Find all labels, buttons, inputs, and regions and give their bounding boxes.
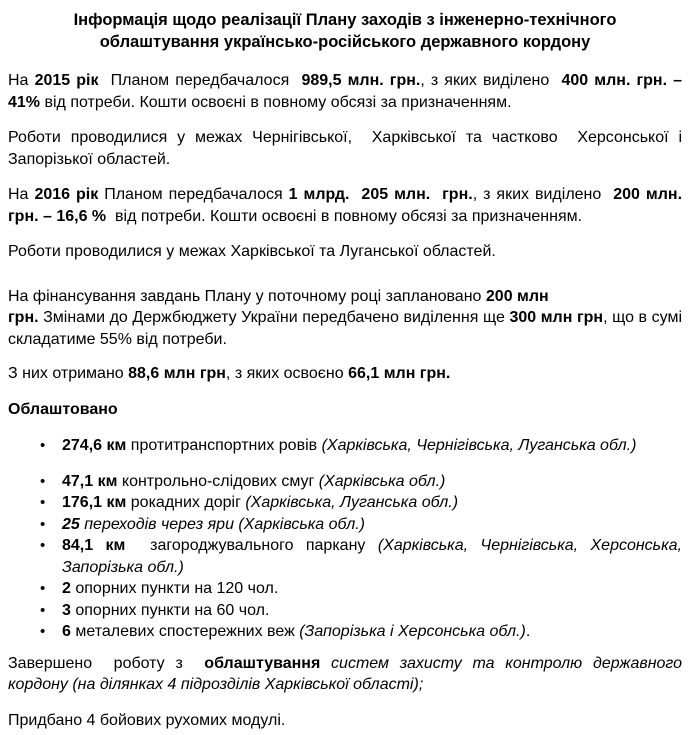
text-run: опорних пункти на 120 чол. bbox=[70, 580, 279, 597]
text-run: Завершено роботу з bbox=[8, 654, 205, 672]
equipped-list bbox=[8, 435, 682, 643]
paragraph-funds-received bbox=[8, 363, 682, 385]
bullet-icon: • bbox=[40, 494, 46, 511]
text-run: (Запорізька і Херсонська обл.) bbox=[299, 623, 526, 640]
bullet-icon: • bbox=[40, 601, 46, 619]
text-run: грн. bbox=[8, 309, 39, 326]
text-run: 2015 рік bbox=[34, 72, 99, 89]
text-run: 25 bbox=[62, 515, 80, 533]
text-run: 200 млн bbox=[485, 287, 549, 305]
text-run: 3 bbox=[62, 601, 71, 619]
text-run: 176,1 км bbox=[62, 494, 127, 511]
paragraph-2015-plan bbox=[8, 70, 682, 113]
text-run: 2016 рік bbox=[34, 186, 99, 203]
text-run: Змінами до Держбюджету України передбачено виділення ще bbox=[38, 309, 510, 326]
text-run: Придбано 4 бойових рухомих модулі. bbox=[8, 711, 286, 729]
bullet-icon: • bbox=[40, 537, 46, 554]
text-run: (Харківська, Чернігівська, Херсонська, Запорізька обл.) bbox=[62, 537, 682, 576]
text-run: 400 млн. грн. – 41% bbox=[8, 72, 683, 111]
text-run: Роботи проводилися у межах Чернігівської, Харківської та частково Херсонської і Запорізької областей. bbox=[8, 129, 682, 168]
text-run: 66,1 млн грн. bbox=[348, 365, 451, 382]
text-run: (Харківська, Луганська обл.) bbox=[245, 494, 459, 511]
text-run: (Харківська обл.) bbox=[318, 472, 446, 490]
list-item-observation-towers bbox=[8, 621, 682, 643]
text-run: Планом передбачалося bbox=[98, 72, 302, 89]
paragraph-current-year-financing bbox=[8, 286, 682, 351]
bullet-icon: • bbox=[40, 580, 46, 597]
section-heading-equipped bbox=[8, 399, 682, 421]
text-run: , з яких виділено bbox=[420, 72, 562, 89]
text-run: 84,1 км bbox=[62, 537, 126, 554]
text-run: протитранспортних ровів bbox=[126, 437, 322, 454]
text-run: , з яких освоєно bbox=[225, 365, 349, 382]
text-run: 2 bbox=[62, 580, 71, 597]
list-item-ravine-crossings bbox=[8, 514, 682, 536]
bullet-icon: • bbox=[40, 623, 46, 640]
document-title bbox=[8, 9, 682, 53]
text-run: 274,6 км bbox=[62, 437, 127, 454]
title-line-2: облаштування українсько-російського державного кордону bbox=[99, 33, 591, 51]
paragraph-purchased-modules bbox=[8, 710, 682, 732]
text-run: Роботи проводилися у межах Харківської та Луганської областей. bbox=[8, 243, 496, 260]
text-run: З них отримано bbox=[8, 365, 129, 382]
text-run: На bbox=[8, 186, 35, 203]
text-run: 1 млрд. 205 млн. грн. bbox=[288, 186, 473, 203]
text-run: Облаштовано bbox=[8, 400, 118, 418]
text-run: від потреби. Кошти освоєні в повному обсязі за призначенням. bbox=[40, 93, 512, 111]
text-run: облаштування bbox=[204, 654, 321, 672]
text-run: опорних пункти на 60 чол. bbox=[70, 601, 270, 619]
text-run: . bbox=[525, 623, 531, 640]
text-run: На фінансування завдань Плану у поточному році заплановано bbox=[8, 287, 486, 305]
list-item-barrier-fence bbox=[8, 535, 682, 578]
text-run: від потреби. Кошти освоєні в повному обсязі за призначенням. bbox=[106, 207, 583, 225]
list-item-strongpoints-60 bbox=[8, 600, 682, 622]
text-run: систем захисту та контролю державного кордону (на ділянках 4 підрозділів Харківської області); bbox=[8, 654, 682, 693]
text-run: (Харківська, Чернігівська, Луганська обл.) bbox=[321, 437, 637, 454]
list-item-control-track-strips bbox=[8, 471, 682, 493]
title-line-1: Інформація щодо реалізації Плану заходів з інженерно-технічного bbox=[73, 11, 617, 29]
text-run: рокадних доріг bbox=[126, 494, 246, 511]
text-run: 47,1 км bbox=[62, 472, 118, 490]
text-run: 300 млн грн bbox=[509, 309, 604, 326]
bullet-icon: • bbox=[40, 515, 46, 533]
bullet-icon: • bbox=[40, 472, 46, 490]
text-run: загороджувального паркану bbox=[125, 537, 378, 554]
text-run: На bbox=[8, 72, 35, 89]
list-item-anti-transport-ditches bbox=[8, 435, 682, 457]
paragraph-2016-plan bbox=[8, 184, 682, 227]
paragraph-2015-regions bbox=[8, 127, 682, 170]
text-run: контрольно-слідових смуг bbox=[117, 472, 319, 490]
text-run: переходів через яри (Харківська обл.) bbox=[79, 515, 365, 533]
text-run: 200 млн. грн. – 16,6 % bbox=[8, 186, 683, 225]
text-run: 989,5 млн. грн. bbox=[301, 72, 421, 89]
text-run: 88,6 млн грн bbox=[128, 365, 226, 382]
text-run: , з яких виділено bbox=[472, 186, 614, 203]
paragraph-completed-works bbox=[8, 653, 682, 696]
text-run: 6 bbox=[62, 623, 71, 640]
bullet-icon: • bbox=[40, 437, 46, 454]
list-item-rocade-roads bbox=[8, 492, 682, 514]
text-run: Планом передбачалося bbox=[98, 186, 289, 203]
text-run: металевих спостережних веж bbox=[70, 623, 300, 640]
paragraph-2016-regions bbox=[8, 241, 682, 263]
text-run: , що в сумі складатиме 55% від потреби. bbox=[8, 309, 682, 348]
list-item-strongpoints-120 bbox=[8, 578, 682, 600]
